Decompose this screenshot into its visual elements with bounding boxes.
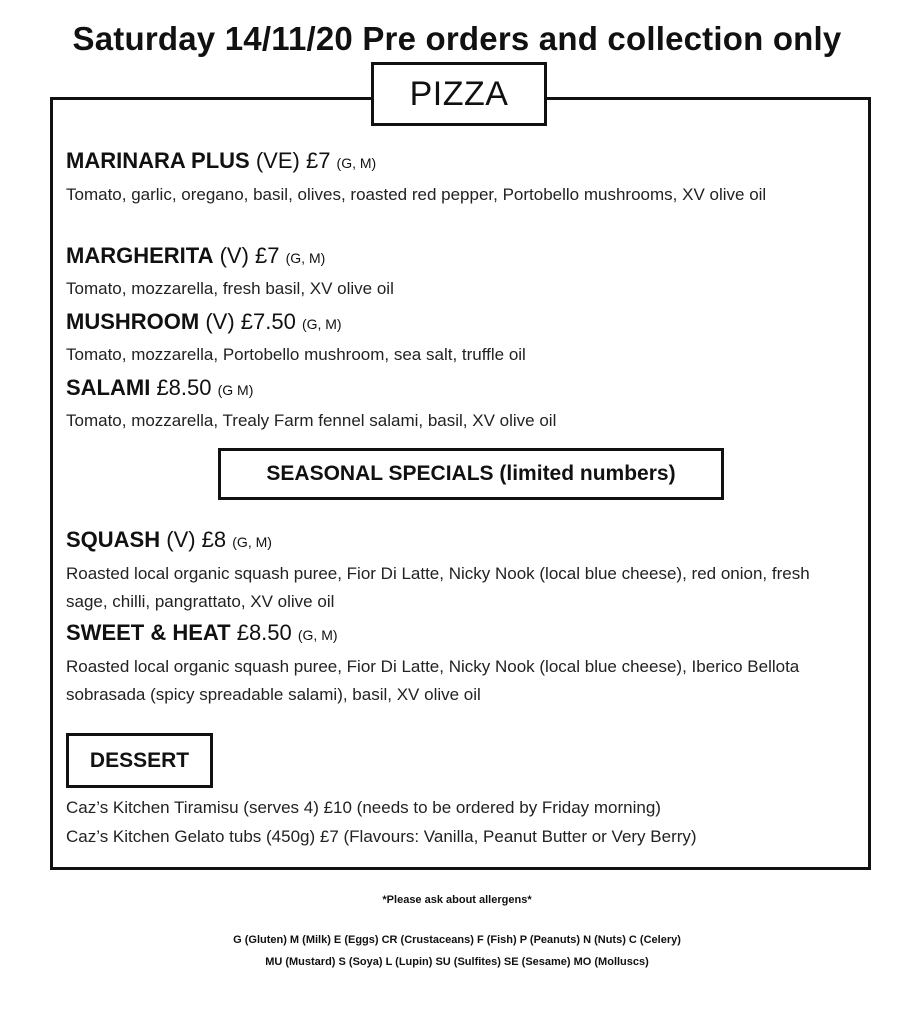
page-title: Saturday 14/11/20 Pre orders and collection only xyxy=(72,20,842,57)
item-allergens: (G M) xyxy=(217,382,254,398)
dessert-item: Caz’s Kitchen Gelato tubs (450g) £7 (Flavours: Vanilla, Peanut Butter or Very Berry) xyxy=(66,827,697,846)
menu-item-squash xyxy=(66,527,272,553)
item-allergens: (G, M) xyxy=(301,316,342,332)
item-description: Tomato, garlic, oregano, basil, olives, roasted red pepper, Portobello mushrooms, XV olive oil xyxy=(66,185,767,204)
menu-item-sweet-and-heat xyxy=(66,620,338,646)
menu-item-mushroom xyxy=(66,309,342,335)
item-tag-price: £8.50 xyxy=(150,375,218,400)
item-allergens: (G, M) xyxy=(336,155,377,171)
dessert-item: Caz’s Kitchen Tiramisu (serves 4) £10 (needs to be ordered by Friday morning) xyxy=(66,798,661,817)
item-tag-price: (V) £7.50 xyxy=(199,309,302,334)
specials-section-label: SEASONAL SPECIALS (limited numbers) xyxy=(218,448,724,500)
menu-item-marinara-plus xyxy=(66,148,376,174)
allergen-key-line: MU (Mustard) S (Soya) L (Lupin) SU (Sulfites) SE (Sesame) MO (Molluscs) xyxy=(265,956,649,968)
menu-item-margherita xyxy=(66,243,325,269)
item-allergens: (G, M) xyxy=(297,627,338,643)
item-name: SQUASH xyxy=(66,527,161,552)
item-name: MUSHROOM xyxy=(66,309,200,334)
item-tag-price: (V) £8 xyxy=(160,527,233,552)
allergen-note: *Please ask about allergens* xyxy=(382,894,532,906)
item-name: MARGHERITA xyxy=(66,243,214,268)
item-description: Tomato, mozzarella, Portobello mushroom, sea salt, truffle oil xyxy=(66,345,526,364)
item-allergens: (G, M) xyxy=(232,534,272,550)
item-description: Roasted local organic squash puree, Fior Di Latte, Nicky Nook (local blue cheese), Iberico Bellota sobrasada (spicy spreadable salami), basil, XV olive oil xyxy=(66,657,800,704)
item-name: MARINARA PLUS xyxy=(66,148,250,173)
menu-item-salami xyxy=(66,375,253,401)
item-description: Roasted local organic squash puree, Fior Di Latte, Nicky Nook (local blue cheese), red onion, fresh sage, chilli, pangrattato, XV olive oil xyxy=(66,564,810,611)
item-name: SWEET & HEAT xyxy=(66,620,231,645)
item-tag-price: (V) £7 xyxy=(213,243,286,268)
dessert-section-label: DESSERT xyxy=(66,733,213,788)
item-description: Tomato, mozzarella, fresh basil, XV olive oil xyxy=(66,279,394,298)
item-tag-price: (VE) £7 xyxy=(249,148,337,173)
pizza-section-label: PIZZA xyxy=(371,62,547,126)
allergen-key-line: G (Gluten) M (Milk) E (Eggs) CR (Crustaceans) F (Fish) P (Peanuts) N (Nuts) C (Celery) xyxy=(233,934,681,946)
item-description: Tomato, mozzarella, Trealy Farm fennel salami, basil, XV olive oil xyxy=(66,411,557,430)
item-name: SALAMI xyxy=(66,375,151,400)
item-allergens: (G, M) xyxy=(285,250,326,266)
item-tag-price: £8.50 xyxy=(230,620,298,645)
